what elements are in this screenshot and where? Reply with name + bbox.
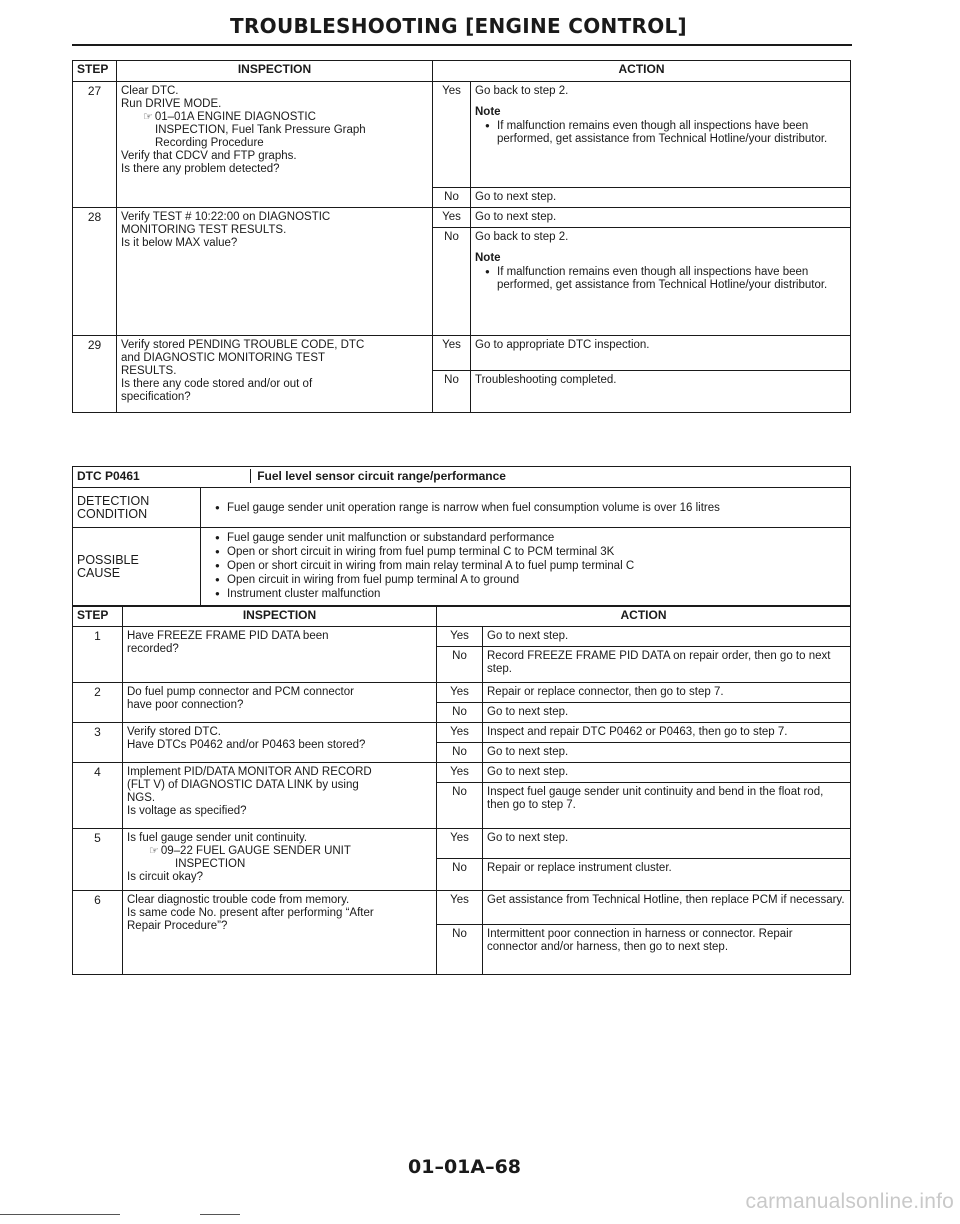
inspection-line: Verify stored PENDING TROUBLE CODE, DTC <box>121 339 365 351</box>
action-header: ACTION <box>437 607 851 627</box>
cause-item: ● Instrument cluster malfunction <box>205 587 846 601</box>
yes-label: Yes <box>437 829 483 859</box>
note-text: ● If malfunction remains even though all inspections have been performed, get assistance from Technical Hotline/your distributor. <box>475 265 846 292</box>
cause-item: ● Open or short circuit in wiring from main relay terminal A to fuel pump terminal C <box>205 559 846 573</box>
troubleshooting-table-2 <box>72 606 851 975</box>
no-label: No <box>437 743 483 763</box>
note-title: Note <box>475 106 501 118</box>
action-text: Repair or replace instrument cluster. <box>483 859 851 891</box>
inspection-line: Is there any problem detected? <box>121 163 280 175</box>
step-number: 3 <box>73 723 123 763</box>
yes-label: Yes <box>433 336 471 371</box>
action-text: Intermittent poor connection in harness or connector. Repair connector and/or harness, then go to next step. <box>483 925 851 975</box>
yes-label: Yes <box>433 82 471 188</box>
step-number: 29 <box>73 336 117 413</box>
action-text: Inspect and repair DTC P0462 or P0463, then go to step 7. <box>483 723 851 743</box>
footer-rule <box>200 1214 240 1215</box>
yes-label: Yes <box>437 683 483 703</box>
action-text: Go to next step. <box>483 829 851 859</box>
no-label: No <box>437 925 483 975</box>
step-number: 4 <box>73 763 123 829</box>
inspection-line: Run DRIVE MODE. <box>121 98 222 110</box>
no-label: No <box>433 188 471 208</box>
inspection-line: Verify TEST # 10:22:00 on DIAGNOSTIC <box>121 211 331 223</box>
step-header: STEP <box>73 61 117 82</box>
dtc-title: Fuel level sensor circuit range/performance <box>250 469 506 483</box>
inspection-cell <box>117 208 433 336</box>
inspection-cell: Have FREEZE FRAME PID DATA been recorded? <box>123 627 437 683</box>
action-cell <box>471 228 851 336</box>
action-text: Go back to step 2. <box>475 231 569 243</box>
pointing-hand-icon: ☞ <box>149 845 159 857</box>
reference-line: Recording Procedure <box>155 137 264 149</box>
step-number: 5 <box>73 829 123 891</box>
action-text: Get assistance from Technical Hotline, then replace PCM if necessary. <box>483 891 851 925</box>
inspection-line: Is it below MAX value? <box>121 237 238 249</box>
inspection-cell <box>117 82 433 208</box>
action-text: Go to appropriate DTC inspection. <box>471 336 851 371</box>
dtc-info-table <box>72 466 851 606</box>
yes-label: Yes <box>437 723 483 743</box>
inspection-cell: Is fuel gauge sender unit continuity. ☞ 09–22 FUEL GAUGE SENDER UNIT INSPECTION Is circuit okay? <box>123 829 437 891</box>
yes-label: Yes <box>437 763 483 783</box>
step-number: 1 <box>73 627 123 683</box>
no-label: No <box>437 703 483 723</box>
dtc-title-row <box>73 467 851 488</box>
inspection-line: specification? <box>121 391 191 403</box>
inspection-line: Is there any code stored and/or out of <box>121 378 313 390</box>
reference-line: INSPECTION, Fuel Tank Pressure Graph <box>155 124 366 136</box>
yes-label: Yes <box>437 627 483 647</box>
cause-item: ● Fuel gauge sender unit malfunction or substandard performance <box>205 531 846 545</box>
inspection-header: INSPECTION <box>123 607 437 627</box>
action-text: Go to next step. <box>483 627 851 647</box>
action-text: Go to next step. <box>471 208 851 228</box>
reference-line: ☞ 01–01A ENGINE DIAGNOSTIC <box>143 111 316 123</box>
action-cell <box>471 82 851 188</box>
step-number: 2 <box>73 683 123 723</box>
note-text: ● If malfunction remains even though all inspections have been performed, get assistance from Technical Hotline/your distributor. <box>475 119 846 146</box>
inspection-line: and DIAGNOSTIC MONITORING TEST <box>121 352 326 364</box>
inspection-cell <box>117 336 433 413</box>
action-text: Record FREEZE FRAME PID DATA on repair order, then go to next step. <box>483 647 851 683</box>
no-label: No <box>437 859 483 891</box>
no-label: No <box>437 647 483 683</box>
action-text: Repair or replace connector, then go to step 7. <box>483 683 851 703</box>
possible-cause-label: POSSIBLE CAUSE <box>73 528 201 606</box>
inspection-line: MONITORING TEST RESULTS. <box>121 224 287 236</box>
cause-item: ● Open or short circuit in wiring from fuel pump terminal C to PCM terminal 3K <box>205 545 846 559</box>
yes-label: Yes <box>433 208 471 228</box>
action-text: Go to next step. <box>483 763 851 783</box>
reference-line: ☞ 09–22 FUEL GAUGE SENDER UNIT <box>149 845 351 857</box>
step-header: STEP <box>73 607 123 627</box>
header-rule <box>72 44 852 46</box>
inspection-cell: Implement PID/DATA MONITOR AND RECORD (FLT V) of DIAGNOSTIC DATA LINK by using NGS. Is voltage as specified? <box>123 763 437 829</box>
action-text: Go to next step. <box>483 743 851 763</box>
inspection-line: Verify that CDCV and FTP graphs. <box>121 150 297 162</box>
no-label: No <box>433 228 471 336</box>
reference-line: INSPECTION <box>175 858 246 870</box>
action-text: Troubleshooting completed. <box>471 371 851 413</box>
inspection-line: RESULTS. <box>121 365 177 377</box>
step-number: 6 <box>73 891 123 975</box>
inspection-cell: Clear diagnostic trouble code from memory. Is same code No. present after performing “After Repair Procedure”? <box>123 891 437 975</box>
troubleshooting-table-1 <box>72 60 851 413</box>
note-title: Note <box>475 252 501 264</box>
inspection-header: INSPECTION <box>117 61 433 82</box>
inspection-line: Clear DTC. <box>121 85 179 97</box>
watermark: carmanualsonline.info <box>745 1190 954 1213</box>
page-number: 01–01A–68 <box>408 1156 522 1178</box>
cause-item: ● Open circuit in wiring from fuel pump terminal A to ground <box>205 573 846 587</box>
no-label: No <box>433 371 471 413</box>
action-text: Inspect fuel gauge sender unit continuity and bend in the float rod, then go to step 7. <box>483 783 851 829</box>
yes-label: Yes <box>437 891 483 925</box>
footer-rule <box>0 1214 120 1215</box>
action-header: ACTION <box>433 61 851 82</box>
action-text: Go to next step. <box>483 703 851 723</box>
inspection-cell: Verify stored DTC. Have DTCs P0462 and/or P0463 been stored? <box>123 723 437 763</box>
action-text: Go to next step. <box>471 188 851 208</box>
no-label: No <box>437 783 483 829</box>
detection-condition-label: DETECTION CONDITION <box>73 488 201 528</box>
action-text: Go back to step 2. <box>475 85 569 97</box>
possible-cause-list <box>201 528 851 606</box>
step-number: 28 <box>73 208 117 336</box>
inspection-cell: Do fuel pump connector and PCM connector have poor connection? <box>123 683 437 723</box>
pointing-hand-icon: ☞ <box>143 111 153 123</box>
detection-condition-text: ● Fuel gauge sender unit operation range is narrow when fuel consumption volume is over 16 litres <box>201 488 851 528</box>
page-title: TROUBLESHOOTING [ENGINE CONTROL] <box>230 14 687 38</box>
step-number: 27 <box>73 82 117 208</box>
dtc-code: DTC P0461 <box>77 469 140 483</box>
